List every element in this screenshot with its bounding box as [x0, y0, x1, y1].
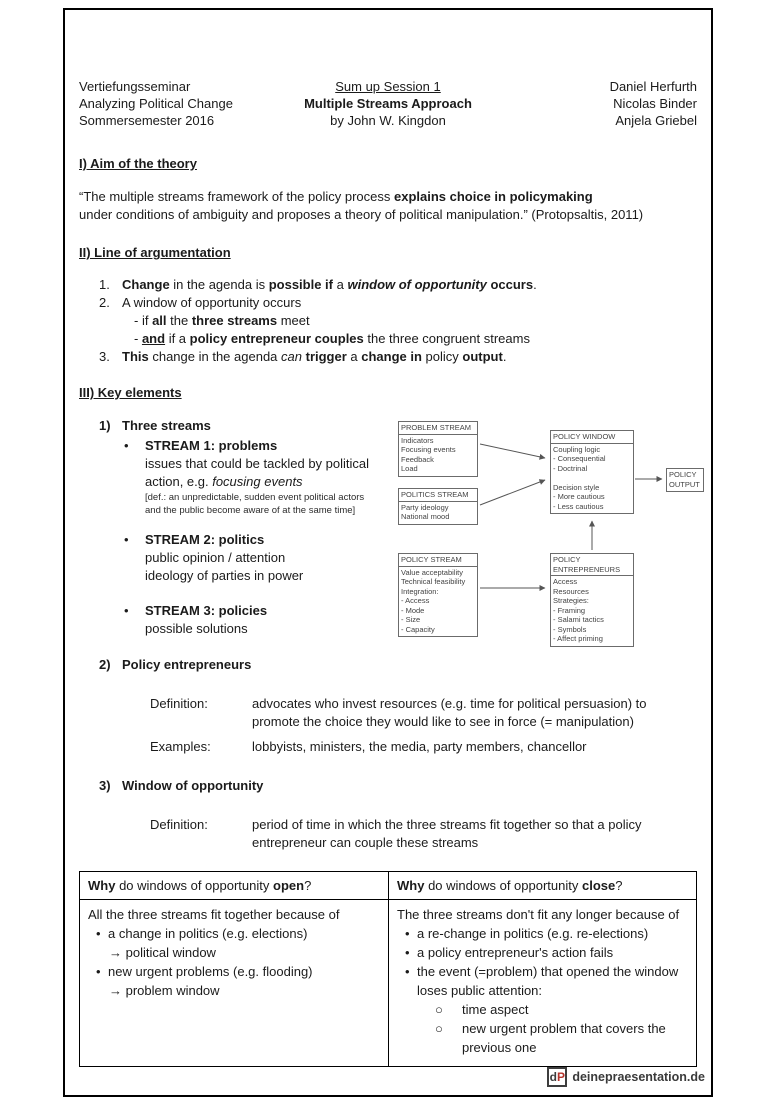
bullet: •: [124, 603, 129, 618]
table-cell-close: [388, 900, 696, 1066]
key-elements-section: [79, 384, 700, 852]
box-line: - Mode: [401, 605, 425, 615]
table-line: All the three streams fit together because of: [88, 907, 340, 922]
stream-title: STREAM 2: politics: [145, 532, 265, 547]
table-line: [397, 1000, 688, 1019]
stream-text: ideology of parties in power: [145, 568, 304, 583]
stream-text: action, e.g. focusing events: [145, 474, 303, 489]
bullet: ○: [435, 1021, 443, 1036]
course-info: [79, 78, 285, 129]
list-item: [79, 348, 697, 366]
problem-stream-box: [398, 421, 478, 477]
item-number: 3.: [99, 349, 110, 364]
quote-line: “The multiple streams framework of the policy process explains choice in policymaking: [79, 189, 593, 204]
box-line: OUTPUT: [669, 479, 700, 489]
section-heading-argumentation: II) Line of argumentation: [79, 245, 231, 260]
box-line: Resources: [553, 586, 589, 596]
box-line: Technical feasibility: [401, 577, 466, 586]
box-title: POLITICS STREAM: [399, 489, 477, 502]
table-line-text: new urgent problems (e.g. flooding): [108, 964, 313, 979]
examples-row: [79, 738, 697, 756]
stream-text: public opinion / attention: [145, 550, 286, 565]
definition-text: [252, 695, 697, 731]
bullet: •: [124, 532, 129, 547]
table-line-text: a policy entrepreneur's action fails: [417, 945, 614, 960]
definition-label: Definition:: [150, 817, 208, 832]
policy-entrepreneurs-box: [550, 553, 634, 647]
box-title: POLICY WINDOW: [551, 431, 633, 444]
item-number: 1.: [99, 277, 110, 292]
box-line: - Consequential: [553, 454, 606, 463]
seminar-type: Vertiefungsseminar: [79, 79, 191, 94]
table-header-open: Why do windows of opportunity open?: [80, 872, 388, 900]
box-line: - Less cautious: [553, 501, 604, 511]
subsection-number: 1): [99, 418, 111, 433]
bullet: •: [96, 926, 101, 941]
bullet: •: [405, 964, 410, 979]
bullet: •: [124, 438, 129, 453]
box-line: - Symbols: [553, 624, 587, 634]
session-label: Sum up Session 1: [335, 79, 441, 94]
box-line: Load: [401, 464, 418, 473]
politics-stream-box: [398, 488, 478, 525]
table-line: [88, 962, 380, 981]
definition-line: entrepreneur can couple these streams: [252, 835, 479, 850]
table-line: The three streams don't fit any longer because of: [397, 907, 680, 922]
subsection-policy-entrepreneurs: [79, 656, 697, 674]
table-line: [397, 943, 688, 962]
box-line: - Access: [401, 596, 430, 605]
definition-row: [79, 816, 697, 852]
table-cell-open: [80, 900, 388, 1066]
section-heading-key-elements: III) Key elements: [79, 385, 182, 400]
definition-note: and the public become aware of at the same time]: [145, 505, 356, 516]
page-title: Multiple Streams Approach: [304, 96, 472, 111]
table-line: previous one: [462, 1040, 537, 1055]
streams-diagram: [392, 418, 712, 650]
item-text: Change in the agenda is possible if a window of opportunity occurs.: [122, 277, 537, 292]
subsection-title: Three streams: [122, 418, 211, 433]
sub-item: - if all the three streams meet: [134, 313, 310, 328]
definition-line: period of time in which the three streams fit together so that a policy: [252, 817, 642, 832]
student-name: Daniel Herfurth: [609, 79, 697, 94]
table-line-text: a change in politics (e.g. elections): [108, 926, 308, 941]
stream-text: possible solutions: [145, 621, 248, 636]
box-line: Decision style: [553, 482, 600, 492]
table-line: → political window: [109, 945, 216, 960]
definition-row: [79, 695, 697, 731]
stream-title: STREAM 3: policies: [145, 603, 268, 618]
subsection-window-of-opportunity: [79, 777, 697, 795]
student-name: Anjela Griebel: [615, 113, 697, 128]
stream-text: issues that could be tackled by political: [145, 456, 370, 471]
seminar-title: Analyzing Political Change: [79, 96, 233, 111]
policy-window-box: [550, 430, 634, 514]
box-line: - Salami tactics: [553, 615, 604, 624]
subsection-number: 2): [99, 657, 111, 672]
box-line: Party ideology: [401, 502, 449, 512]
examples-text: [252, 738, 697, 756]
document-page: [63, 8, 713, 1097]
footer-branding: [547, 1067, 705, 1087]
brand-logo-icon: [547, 1067, 567, 1087]
table-line-text: the event (=problem) that opened the window: [417, 964, 679, 979]
student-name: Nicolas Binder: [613, 96, 697, 111]
examples-line: lobbyists, ministers, the media, party members, chancellor: [252, 739, 587, 754]
box-title: PROBLEM STREAM: [399, 422, 477, 435]
stream-title: STREAM 1: problems: [145, 438, 278, 453]
table-header-close: Why do windows of opportunity close?: [388, 872, 696, 900]
table-line-text: new urgent problem that covers the: [462, 1021, 666, 1036]
table-line-text: a re-change in politics (e.g. re-elections): [417, 926, 649, 941]
box-line: Indicators: [401, 435, 434, 445]
box-line: Feedback: [401, 454, 434, 464]
box-line: - Doctrinal: [553, 463, 588, 473]
box-line: - Affect priming: [553, 634, 603, 643]
box-line: Focusing events: [401, 445, 456, 454]
definition-label: Definition:: [150, 696, 208, 711]
list-item: [79, 294, 697, 312]
item-text: This change in the agenda can trigger a change in policy output.: [122, 349, 507, 364]
table-line: [397, 1019, 688, 1038]
box-line: - Size: [401, 615, 421, 624]
table-line: → problem window: [109, 983, 220, 998]
quote-line: under conditions of ambiguity and proposes a theory of political manipulation.” (Protopsaltis, 2011): [79, 207, 644, 222]
examples-label: Examples:: [150, 739, 211, 754]
bullet: ○: [435, 1002, 443, 1017]
title-block: [285, 78, 491, 129]
brand-site-name: deinepraesentation.de: [572, 1070, 705, 1084]
subsection-title: Policy entrepreneurs: [122, 657, 252, 672]
box-line: - More cautious: [553, 492, 605, 501]
semester: Sommersemester 2016: [79, 113, 215, 128]
definition-note: [def.: an unpredictable, sudden event political actors: [145, 492, 365, 503]
section-heading-aim: I) Aim of the theory: [79, 156, 197, 171]
box-line: Value acceptability: [401, 567, 463, 577]
box-line: Coupling logic: [553, 444, 601, 454]
definition-text: [252, 816, 697, 852]
box-title: POLICY STREAM: [399, 554, 477, 567]
box-line: National mood: [401, 512, 450, 521]
table-line: [397, 962, 688, 981]
logo-letter-p: P: [556, 1070, 565, 1084]
table-line: [88, 924, 380, 943]
argument-list: [79, 276, 697, 366]
policy-output-box: [666, 468, 704, 492]
approach-author: by John W. Kingdon: [330, 113, 446, 128]
bullet: •: [405, 945, 410, 960]
subsection-title: Window of opportunity: [122, 778, 264, 793]
item-number: 2.: [99, 295, 110, 310]
box-line: POLICY: [669, 470, 697, 479]
table-line-text: time aspect: [462, 1002, 529, 1017]
box-title: POLICY ENTREPRENEURS: [551, 554, 633, 576]
logo-letter-d: d: [549, 1070, 557, 1084]
box-line: Access: [553, 577, 578, 586]
box-line: - Capacity: [401, 624, 435, 634]
table-line: loses public attention:: [417, 983, 543, 998]
box-line: [553, 473, 631, 483]
definition-line: advocates who invest resources (e.g. time for political persuasion) to: [252, 696, 647, 711]
student-names: [491, 78, 697, 129]
bullet: •: [405, 926, 410, 941]
bullet: •: [96, 964, 101, 979]
box-line: Integration:: [401, 586, 439, 596]
table-line: [397, 924, 688, 943]
aim-quote: [79, 188, 697, 224]
item-text: A window of opportunity occurs: [122, 295, 302, 310]
policy-stream-box: [398, 553, 478, 637]
sub-item: - and if a policy entrepreneur couples the three congruent streams: [134, 331, 530, 346]
subsection-number: 3): [99, 778, 111, 793]
document-header: [79, 78, 697, 129]
box-line: - Framing: [553, 605, 586, 615]
box-line: Strategies:: [553, 596, 589, 605]
windows-table: [79, 871, 697, 1067]
list-item: [79, 276, 697, 294]
definition-line: promote the choice they would like to see in force (= manipulation): [252, 714, 634, 729]
